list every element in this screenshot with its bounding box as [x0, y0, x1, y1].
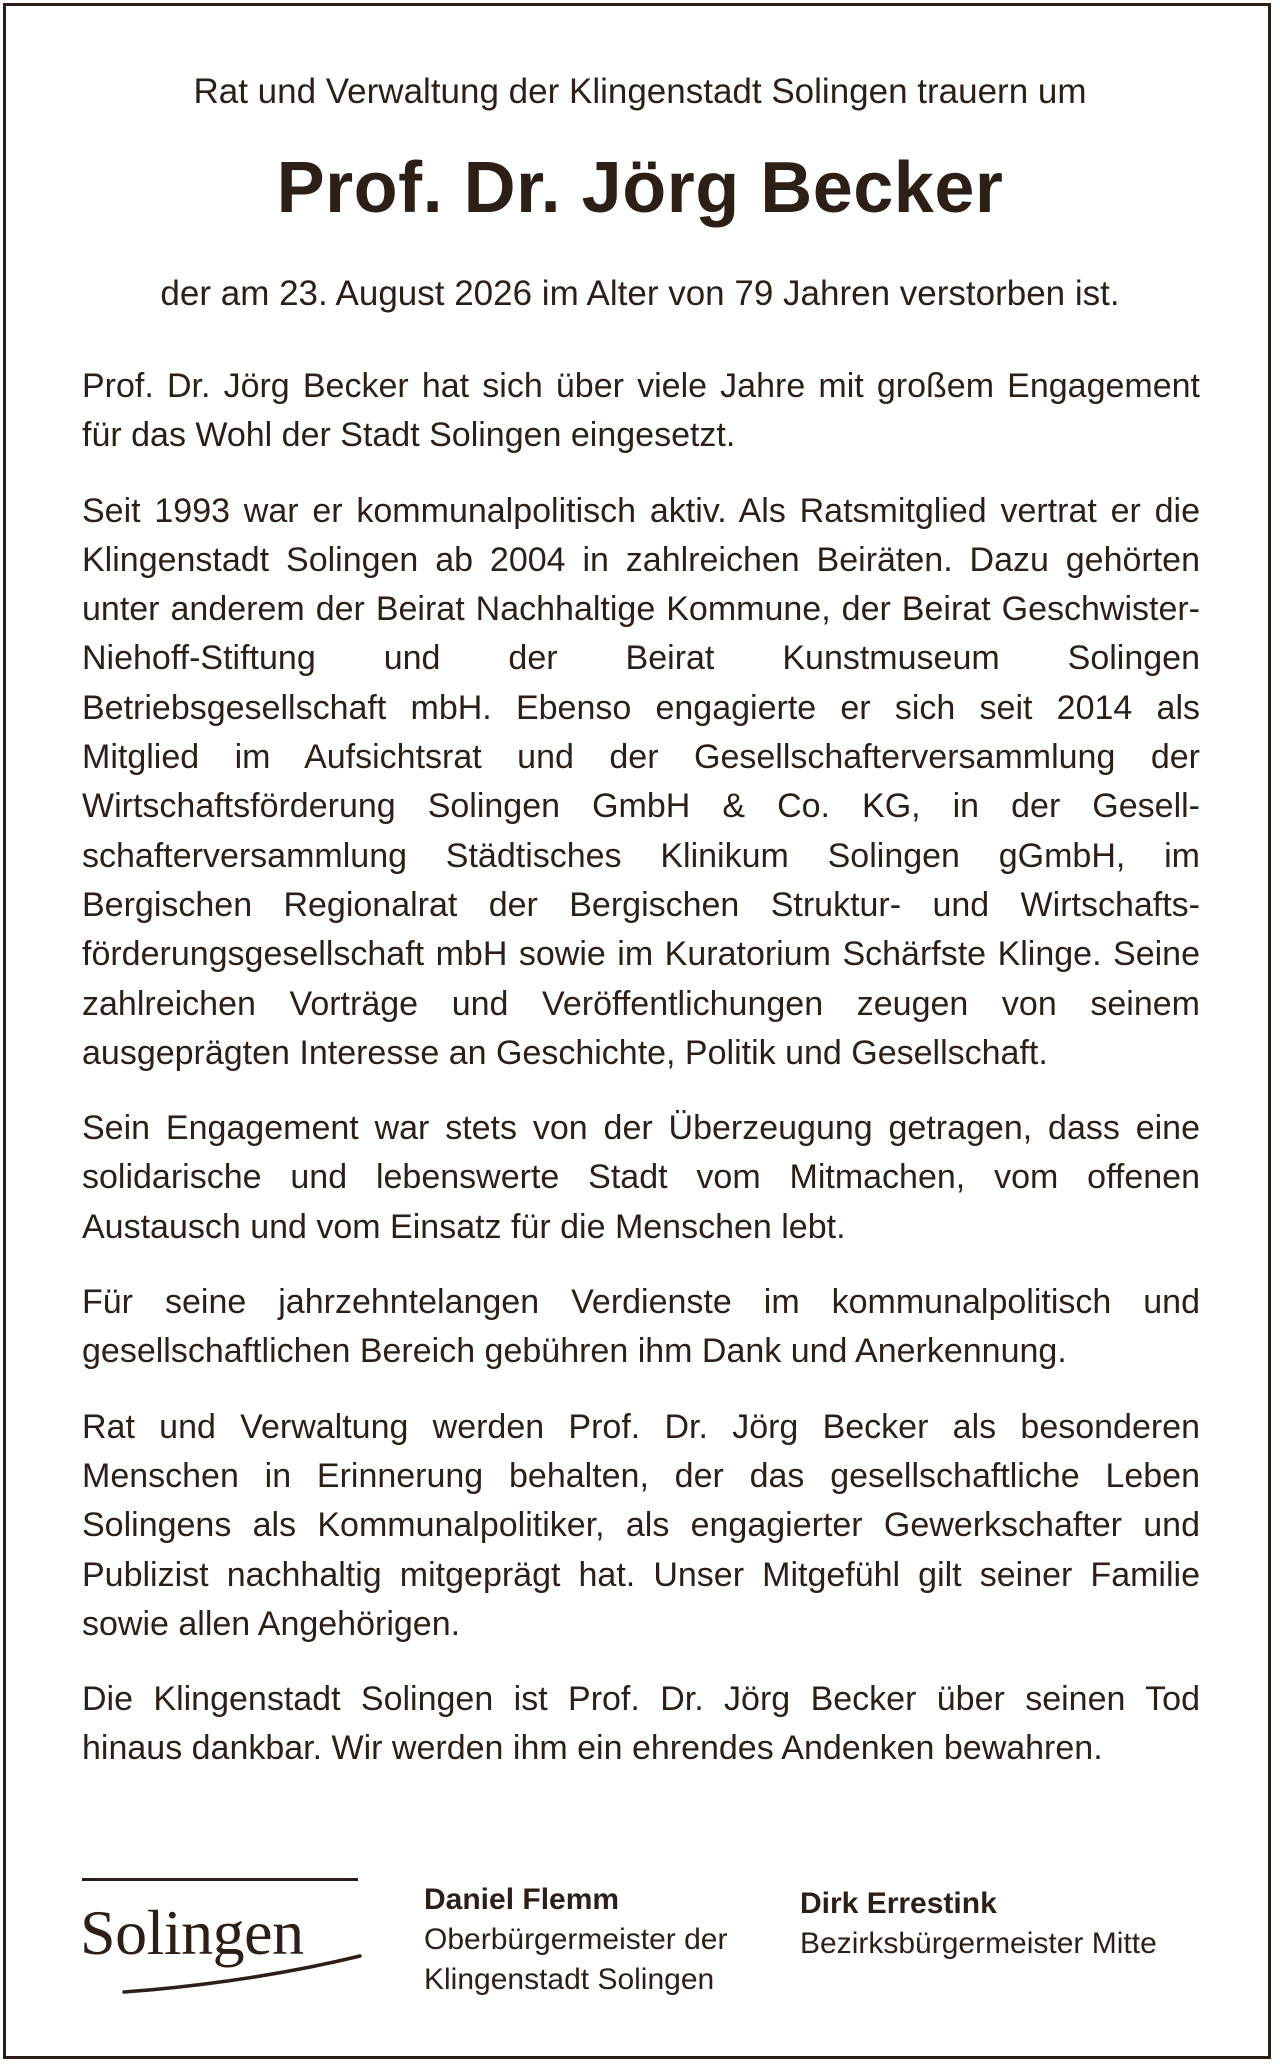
signatory-mayor [424, 1880, 727, 2000]
paragraph-5: Rat und Verwaltung werden Prof. Dr. Jörg Becker als besonderen Menschen in Erinnerung behalten, der das gesellschaftliche Leben Solingens als Kommunalpolitiker, als engagierter Gewerkschafter und Publizist nachhaltig mitgeprägt hat. Unser Mitgefühl gilt seiner Familie sowie allen Angehörigen. [82, 1407, 1200, 1643]
signatory-name: Dirk Errestink [800, 1887, 997, 1920]
obituary-body [82, 362, 1200, 1800]
paragraph-4: Für seine jahrzehntelangen Verdienste im kommunalpolitisch und gesellschaftlichen Bereich gebühren ihm Dank und Anerkennung. [82, 1283, 1200, 1371]
signatory-role: Oberbürgermeister der [424, 1923, 728, 1956]
intro-line: Rat und Verwaltung der Klingenstadt Solingen trauern um [193, 72, 1087, 111]
logo-wordmark: Solingen [80, 1897, 304, 1968]
signatory-name: Daniel Flemm [424, 1883, 620, 1916]
logo-top-rule [82, 1878, 358, 1881]
logo-swoosh-icon [120, 1948, 370, 1998]
signatory-role: Bezirksbürgermeister Mitte [800, 1927, 1157, 1960]
paragraph-3: Sein Engagement war stets von der Überzeugung getragen, dass eine solidarische und lebenswerte Stadt vom Mitmachen, vom offenen Austausch und vom Einsatz für die Menschen lebt. [82, 1109, 1200, 1246]
signature-footer [0, 1860, 1280, 2010]
paragraph-2: Seit 1993 war er kommunalpolitisch aktiv. Als Ratsmitglied vertrat er die Klingenstadt Solingen ab 2004 in zahlreichen Beiräten. Dazu gehörten unter anderem der Beirat Nachhaltige Kommune, der Beirat Geschwister-Niehoff-Stiftung und der Beirat Kunstmuseum Solingen Betriebsgesellschaft mbH. Ebenso engagierte er sich seit 2014 als Mitglied im Aufsichtsrat und der Gesellschafterversammlung der Wirtschaftsförderung Solingen GmbH & Co. KG, in der Gesellschafterversammlung Städtisches Klinikum Solingen gGmbH, im Bergischen Regionalrat der Bergischen Struktur- und Wirtschaftsförderungsgesellschaft mbH sowie im Kuratorium Schärfste Klinge. Seine zahlreichen Vorträge und Veröffentlichungen zeugen von seinem ausgeprägten Interesse an Geschichte, Politik und Gesellschaft. [82, 491, 1200, 1072]
paragraph-6: Die Klingenstadt Solingen ist Prof. Dr. Jörg Becker über seinen Tod hinaus dankbar. Wir werden ihm ein ehrendes Andenken bewahren. [82, 1680, 1200, 1768]
signatory-role: Klingenstadt Solingen [424, 1963, 715, 1996]
death-date-line: der am 23. August 2026 im Alter von 79 Jahren verstorben ist. [160, 274, 1120, 313]
paragraph-1: Prof. Dr. Jörg Becker hat sich über viele Jahre mit großem Engagement für das Wohl der Stadt Solingen eingesetzt. [82, 367, 1200, 455]
deceased-name: Prof. Dr. Jörg Becker [276, 148, 1004, 228]
solingen-logo [80, 1878, 370, 1996]
signatory-district-mayor [800, 1884, 1157, 1964]
